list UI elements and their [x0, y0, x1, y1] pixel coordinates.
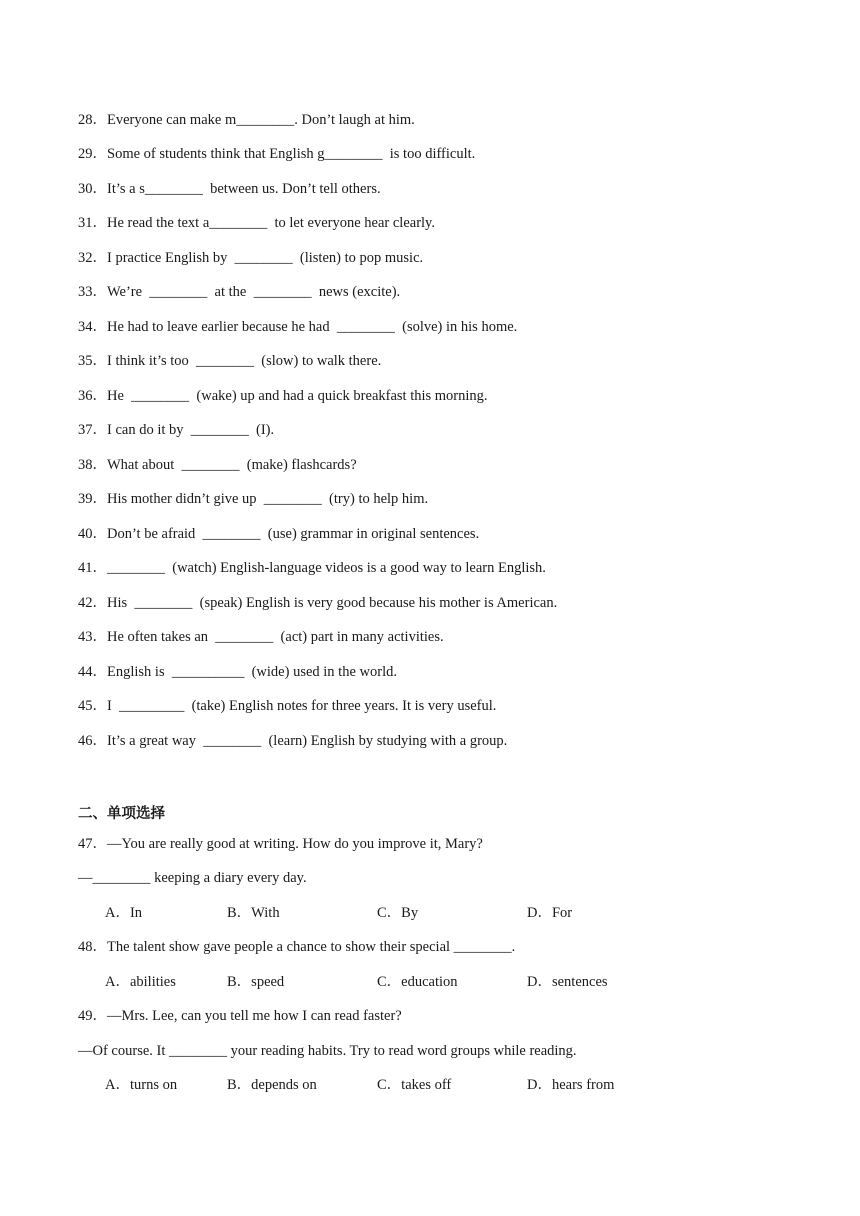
- question-36: 36．He ________ (wake) up and had a quick breakfast this morning.: [78, 388, 488, 404]
- question-34: 34．He had to leave earlier because he had ________ (solve) in his home.: [78, 319, 518, 335]
- question-48-options: [78, 973, 778, 991]
- option-d[interactable]: D．For: [527, 905, 573, 921]
- question-46: 46．It’s a great way ________ (learn) English by studying with a group.: [78, 733, 508, 749]
- question-47-options: [78, 904, 778, 922]
- question-29: 29．Some of students think that English g________ is too difficult.: [78, 146, 476, 162]
- question-30: 30．It’s a s________ between us. Don’t tell others.: [78, 181, 381, 197]
- question-45: 45．I _________ (take) English notes for three years. It is very useful.: [78, 698, 497, 714]
- question-40: 40．Don’t be afraid ________ (use) grammar in original sentences.: [78, 526, 480, 542]
- question-47-stem: 47．—You are really good at writing. How do you improve it, Mary?: [78, 836, 483, 852]
- option-a[interactable]: A．abilities: [105, 974, 176, 990]
- section-heading: 二、单项选择: [78, 806, 165, 822]
- question-38: 38．What about ________ (make) flashcards?: [78, 457, 357, 473]
- question-37: 37．I can do it by ________ (I).: [78, 422, 275, 438]
- option-c[interactable]: C．By: [377, 905, 419, 921]
- option-d[interactable]: D．hears from: [527, 1077, 615, 1093]
- option-d[interactable]: D．sentences: [527, 974, 608, 990]
- question-49-line2: —Of course. It ________ your reading habits. Try to read word groups while reading.: [78, 1043, 577, 1059]
- question-43: 43．He often takes an ________ (act) part in many activities.: [78, 629, 444, 645]
- question-32: 32．I practice English by ________ (listen) to pop music.: [78, 250, 424, 266]
- option-a[interactable]: A．turns on: [105, 1077, 178, 1093]
- question-41: 41．________ (watch) English-language videos is a good way to learn English.: [78, 560, 546, 576]
- question-47-line2: —________ keeping a diary every day.: [78, 870, 307, 886]
- question-31: 31．He read the text a________ to let everyone hear clearly.: [78, 215, 435, 231]
- question-39: 39．His mother didn’t give up ________ (try) to help him.: [78, 491, 429, 507]
- question-33: 33．We’re ________ at the ________ news (excite).: [78, 284, 401, 300]
- question-28: 28．Everyone can make m________. Don’t laugh at him.: [78, 112, 415, 128]
- question-49-stem: 49．—Mrs. Lee, can you tell me how I can read faster?: [78, 1008, 402, 1024]
- option-c[interactable]: C．education: [377, 974, 458, 990]
- option-b[interactable]: B．speed: [227, 974, 285, 990]
- option-a[interactable]: A．In: [105, 905, 143, 921]
- option-b[interactable]: B．With: [227, 905, 280, 921]
- question-48-stem: 48．The talent show gave people a chance to show their special ________.: [78, 939, 516, 955]
- option-c[interactable]: C．takes off: [377, 1077, 452, 1093]
- question-49-options: [78, 1076, 778, 1094]
- question-35: 35．I think it’s too ________ (slow) to walk there.: [78, 353, 382, 369]
- option-b[interactable]: B．depends on: [227, 1077, 317, 1093]
- question-44: 44．English is __________ (wide) used in the world.: [78, 664, 397, 680]
- question-42: 42．His ________ (speak) English is very good because his mother is American.: [78, 595, 558, 611]
